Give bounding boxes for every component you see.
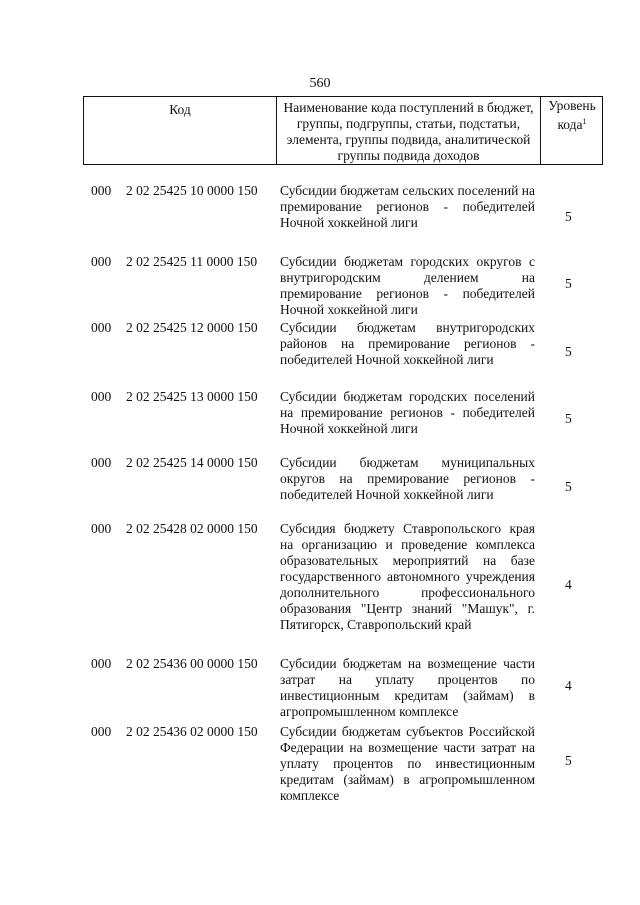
header-name: Наименование кода поступлений в бюджет, группы, подгруппы, статьи, подстатьи, элемента, группы подвида, аналитической группы подвида доходов bbox=[277, 97, 541, 164]
income-code: 2 02 25428 02 0000 150 bbox=[126, 521, 258, 536]
header-level-footnote: 1 bbox=[582, 117, 587, 126]
code-level: 5 bbox=[565, 209, 572, 224]
income-name: Субсидии бюджетам сельских поселений на премирование регионов - победителей Ночной хоккейной лиги bbox=[280, 183, 535, 230]
income-code: 2 02 25425 12 0000 150 bbox=[126, 320, 258, 335]
income-name: Субсидии бюджетам внутригородских районов на премирование регионов - победителей Ночной хоккейной лиги bbox=[280, 320, 535, 367]
header-level bbox=[541, 97, 603, 164]
admin-code: 000 bbox=[91, 656, 112, 671]
table-header bbox=[83, 96, 603, 165]
admin-code: 000 bbox=[91, 254, 112, 269]
code-level: 5 bbox=[565, 344, 572, 359]
code-level: 4 bbox=[565, 577, 572, 592]
admin-code: 000 bbox=[91, 183, 112, 198]
income-code: 2 02 25436 00 0000 150 bbox=[126, 656, 258, 671]
admin-code: 000 bbox=[91, 455, 112, 470]
income-name: Субсидии бюджетам городских поселений на премирование регионов - победителей Ночной хоккейной лиги bbox=[280, 389, 535, 436]
income-code: 2 02 25425 13 0000 150 bbox=[126, 389, 258, 404]
code-level: 4 bbox=[565, 678, 572, 693]
income-name: Субсидии бюджетам на возмещение части затрат на уплату процентов по инвестиционным кредитам (займам) в агропромышленном комплексе bbox=[280, 656, 535, 719]
income-name: Субсидии бюджетам субъектов Российской Федерации на возмещение части затрат на уплату процентов по инвестиционным кредитам (займам) в агропромышленном комплексе bbox=[280, 724, 535, 803]
income-code: 2 02 25425 10 0000 150 bbox=[126, 183, 258, 198]
admin-code: 000 bbox=[91, 320, 112, 335]
income-name: Субсидия бюджету Ставропольского края на организацию и проведение комплекса образовательных мероприятий на базе государственного автономного учреждения дополнительного профессионального образования "Центр знаний "Машук", г. Пятигорск, Ставропольский край bbox=[280, 521, 535, 632]
code-level: 5 bbox=[565, 479, 572, 494]
header-code: Код bbox=[84, 97, 277, 164]
header-level-label: Уровень кода bbox=[548, 98, 596, 132]
admin-code: 000 bbox=[91, 521, 112, 536]
code-level: 5 bbox=[565, 753, 572, 768]
code-level: 5 bbox=[565, 276, 572, 291]
income-name: Субсидии бюджетам городских округов с внутригородским делением на премирование регионов - победителей Ночной хоккейной лиги bbox=[280, 254, 535, 317]
admin-code: 000 bbox=[91, 389, 112, 404]
code-level: 5 bbox=[565, 411, 572, 426]
income-code: 2 02 25425 14 0000 150 bbox=[126, 455, 258, 470]
income-code: 2 02 25425 11 0000 150 bbox=[126, 254, 258, 269]
income-name: Субсидии бюджетам муниципальных округов на премирование регионов - победителей Ночной хоккейной лиги bbox=[280, 455, 535, 502]
income-code: 2 02 25436 02 0000 150 bbox=[126, 724, 258, 739]
admin-code: 000 bbox=[91, 724, 112, 739]
page-number: 560 bbox=[309, 76, 331, 91]
